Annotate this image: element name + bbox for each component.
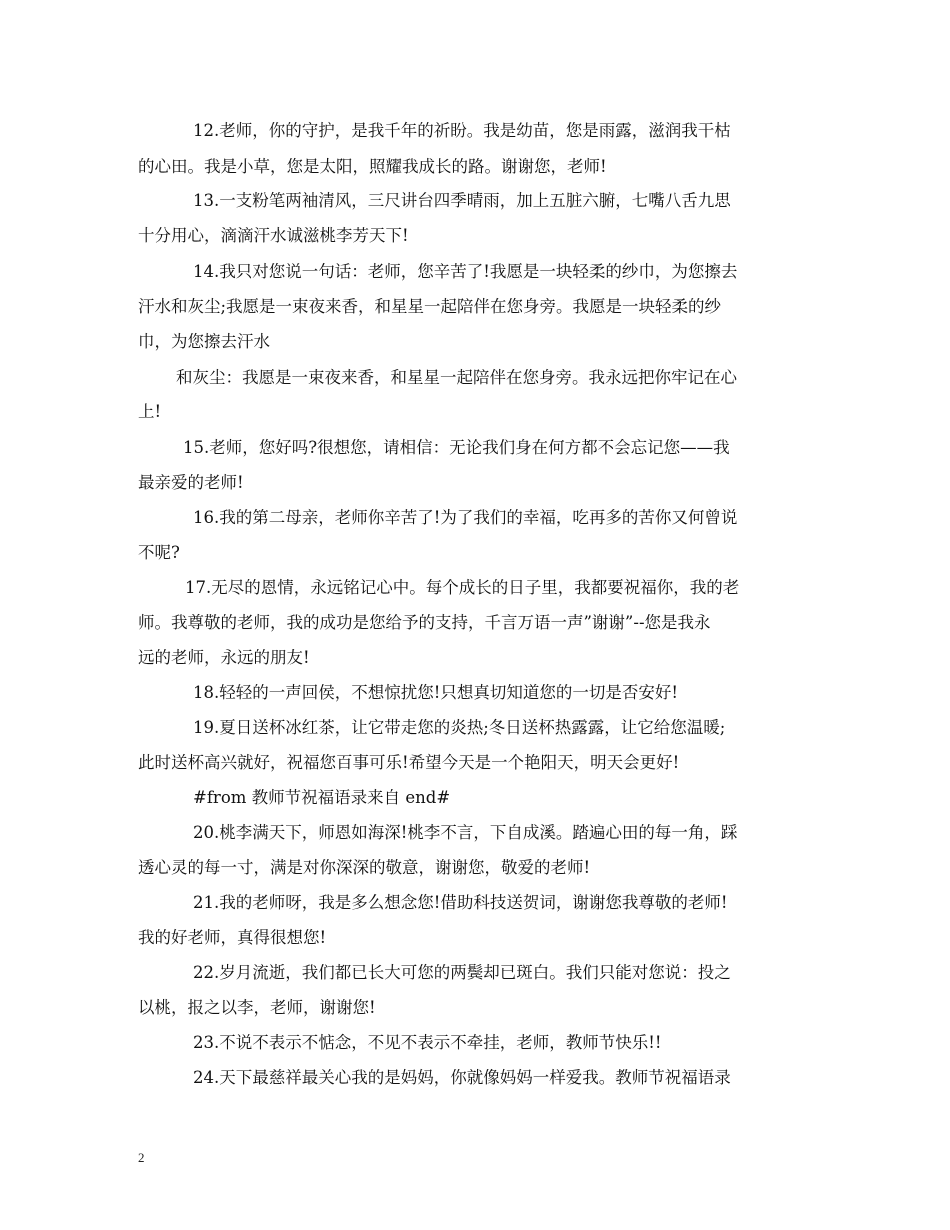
text-line: 20.桃李满天下，师恩如海深!桃李不言，下自成溪。踏遍心田的每一角，踩	[193, 823, 738, 842]
text-line: 21.我的老师呀，我是多么想念您!借助科技送贺词，谢谢您我尊敬的老师!	[193, 893, 728, 912]
text-line: 16.我的第二母亲，老师你辛苦了!为了我们的幸福，吃再多的苦你又何曾说	[193, 508, 738, 527]
text-line: 15.老师，您好吗?很想您，请相信：无论我们身在何方都不会忘记您——我	[183, 438, 730, 457]
text-line: 13.一支粉笔两袖清风，三尺讲台四季晴雨，加上五脏六腑，七嘴八舌九思	[193, 191, 731, 210]
page-number: 2	[138, 1150, 145, 1165]
text-line: 23.不说不表示不惦念，不见不表示不牵挂，老师，教师节快乐!!	[193, 1033, 662, 1052]
text-line: 汗水和灰尘;我愿是一束夜来香，和星星一起陪伴在您身旁。我愿是一块轻柔的纱	[138, 297, 722, 316]
text-line: 和灰尘：我愿是一束夜来香，和星星一起陪伴在您身旁。我永远把你牢记在心	[176, 368, 737, 387]
text-line: 远的老师，永远的朋友!	[138, 648, 310, 667]
text-line: 12.老师，你的守护，是我千年的祈盼。我是幼苗，您是雨露，滋润我干枯	[193, 121, 731, 140]
text-line: 18.轻轻的一声回侯，不想惊扰您!只想真切知道您的一切是否安好!	[193, 683, 679, 702]
text-line: 24.天下最慈祥最关心我的是妈妈，你就像妈妈一样爱我。教师节祝福语录	[193, 1068, 731, 1087]
text-line: 师。我尊敬的老师，我的成功是您给予的支持，千言万语一声”谢谢”--您是我永	[138, 613, 711, 632]
text-line: 17.无尽的恩情，永远铭记心中。每个成长的日子里，我都要祝福你，我的老	[185, 578, 740, 597]
text-line: 此时送杯高兴就好，祝福您百事可乐!希望今天是一个艳阳天，明天会更好!	[138, 753, 680, 772]
text-line: #from 教师节祝福语录来自 end#	[193, 788, 451, 807]
text-line: 19.夏日送杯冰红茶，让它带走您的炎热;冬日送杯热露露，让它给您温暖;	[193, 718, 726, 737]
text-line: 的心田。我是小草，您是太阳，照耀我成长的路。谢谢您，老师!	[138, 157, 607, 176]
text-line: 我的好老师，真得很想您!	[138, 928, 327, 947]
text-line: 22.岁月流逝，我们都已长大可您的两鬓却已斑白。我们只能对您说：投之	[193, 963, 731, 982]
text-line: 不呢?	[138, 543, 180, 562]
text-line: 上!	[138, 402, 162, 421]
text-line: 巾，为您擦去汗水	[138, 332, 270, 351]
text-line: 十分用心，滴滴汗水诚滋桃李芳天下!	[138, 226, 409, 245]
text-line: 14.我只对您说一句话：老师，您辛苦了!我愿是一块轻柔的纱巾，为您擦去	[193, 262, 738, 281]
text-line: 最亲爱的老师!	[138, 473, 244, 492]
text-line: 以桃，报之以李，老师，谢谢您!	[138, 998, 376, 1017]
text-line: 透心灵的每一寸，满是对你深深的敬意，谢谢您，敬爱的老师!	[138, 858, 591, 877]
